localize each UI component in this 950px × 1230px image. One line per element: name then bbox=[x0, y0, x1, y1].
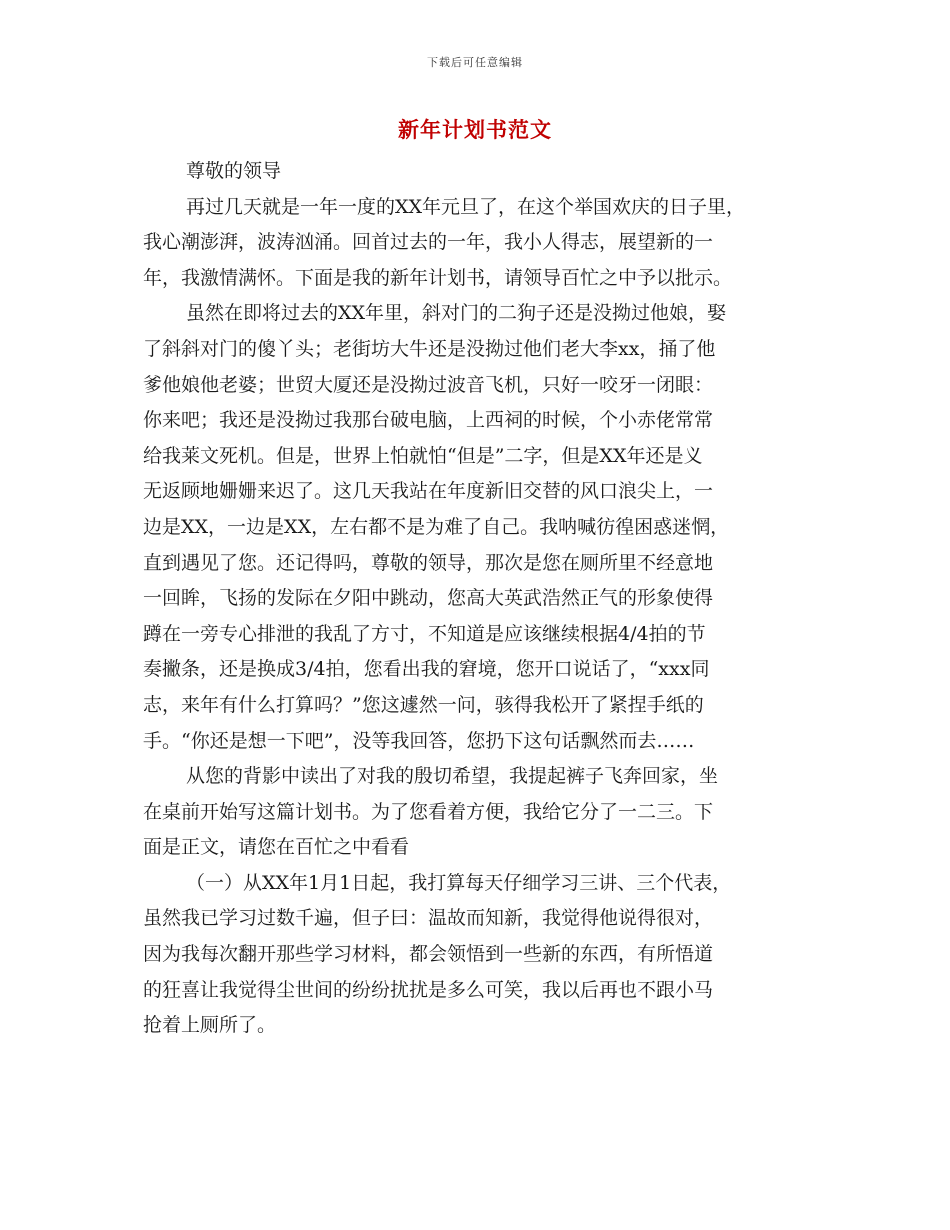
text-line: 尊敬的领导 bbox=[186, 160, 282, 182]
text-line: 因为我每次翻开那些学习材料，都会领悟到一些新的东西，有所悟道 bbox=[143, 943, 714, 966]
text-line: 的狂喜让我觉得尘世间的纷纷扰扰是多么可笑，我以后再也不跟小马 bbox=[143, 978, 714, 1001]
text-line: 从您的背影中读出了对我的殷切希望，我提起裤子飞奔回家，坐 bbox=[186, 765, 719, 788]
text-line: 虽然在即将过去的XX年里，斜对门的二狗子还是没拗过他娘，娶 bbox=[186, 302, 727, 325]
text-line: 再过几天就是一年一度的XX年元旦了，在这个举国欢庆的日子里， bbox=[186, 195, 746, 218]
text-line: 手。“你还是想一下吧”，没等我回答，您扔下这句话飘然而去…… bbox=[143, 729, 695, 752]
text-line: 面是正文，请您在百忙之中看看 bbox=[143, 836, 410, 859]
text-line: 直到遇见了您。还记得吗，尊敬的领导，那次是您在厕所里不经意地 bbox=[143, 551, 714, 574]
text-line: 抢着上厕所了。 bbox=[143, 1014, 277, 1037]
text-line: 边是XX，一边是XX，左右都不是为难了自己。我呐喊彷徨困惑迷惘， bbox=[143, 515, 730, 538]
document-body bbox=[143, 154, 815, 1044]
text-line: 年，我激情满怀。下面是我的新年计划书，请领导百忙之中予以批示。 bbox=[143, 266, 733, 289]
text-line: 爹他娘他老婆；世贸大厦还是没拗过波音飞机，只好一咬牙一闭眼： bbox=[143, 373, 714, 396]
text-line: 虽然我已学习过数千遍，但子曰：温故而知新，我觉得他说得很对， bbox=[143, 907, 714, 930]
text-line: 在桌前开始写这篇计划书。为了您看着方便，我给它分了一二三。下 bbox=[143, 800, 714, 823]
text-line: 给我莱文死机。但是，世界上怕就怕“但是”二字，但是XX年还是义 bbox=[143, 444, 703, 467]
text-line: 志，来年有什么打算吗？”您这遽然一问，骇得我松开了紧捏手纸的 bbox=[143, 693, 704, 716]
text-line: 了斜斜对门的傻丫头；老街坊大牛还是没拗过他们老大李xx，捅了他 bbox=[143, 337, 716, 360]
text-line: 无返顾地姗姗来迟了。这几天我站在年度新旧交替的风口浪尖上，一 bbox=[143, 480, 714, 503]
text-line: 一回眸，飞扬的发际在夕阳中跳动，您高大英武浩然正气的形象使得 bbox=[143, 587, 714, 610]
text-line: 奏撇条，还是换成3/4拍，您看出我的窘境，您开口说话了，“xxx同 bbox=[143, 658, 710, 681]
text-line: 蹲在一旁专心排泄的我乱了方寸，不知道是应该继续根据4/4拍的节 bbox=[143, 622, 706, 645]
text-line: （一）从XX年1月1日起，我打算每天仔细学习三讲、三个代表， bbox=[186, 871, 732, 894]
text-line: 我心潮澎湃，波涛汹涌。回首过去的一年，我小人得志，展望新的一 bbox=[143, 231, 714, 254]
header-note: 下载后可任意编辑 bbox=[427, 56, 523, 69]
document-title: 新年计划书范文 bbox=[398, 117, 552, 142]
text-line: 你来吧；我还是没拗过我那台破电脑，上西祠的时候，个小赤佬常常 bbox=[143, 409, 714, 432]
